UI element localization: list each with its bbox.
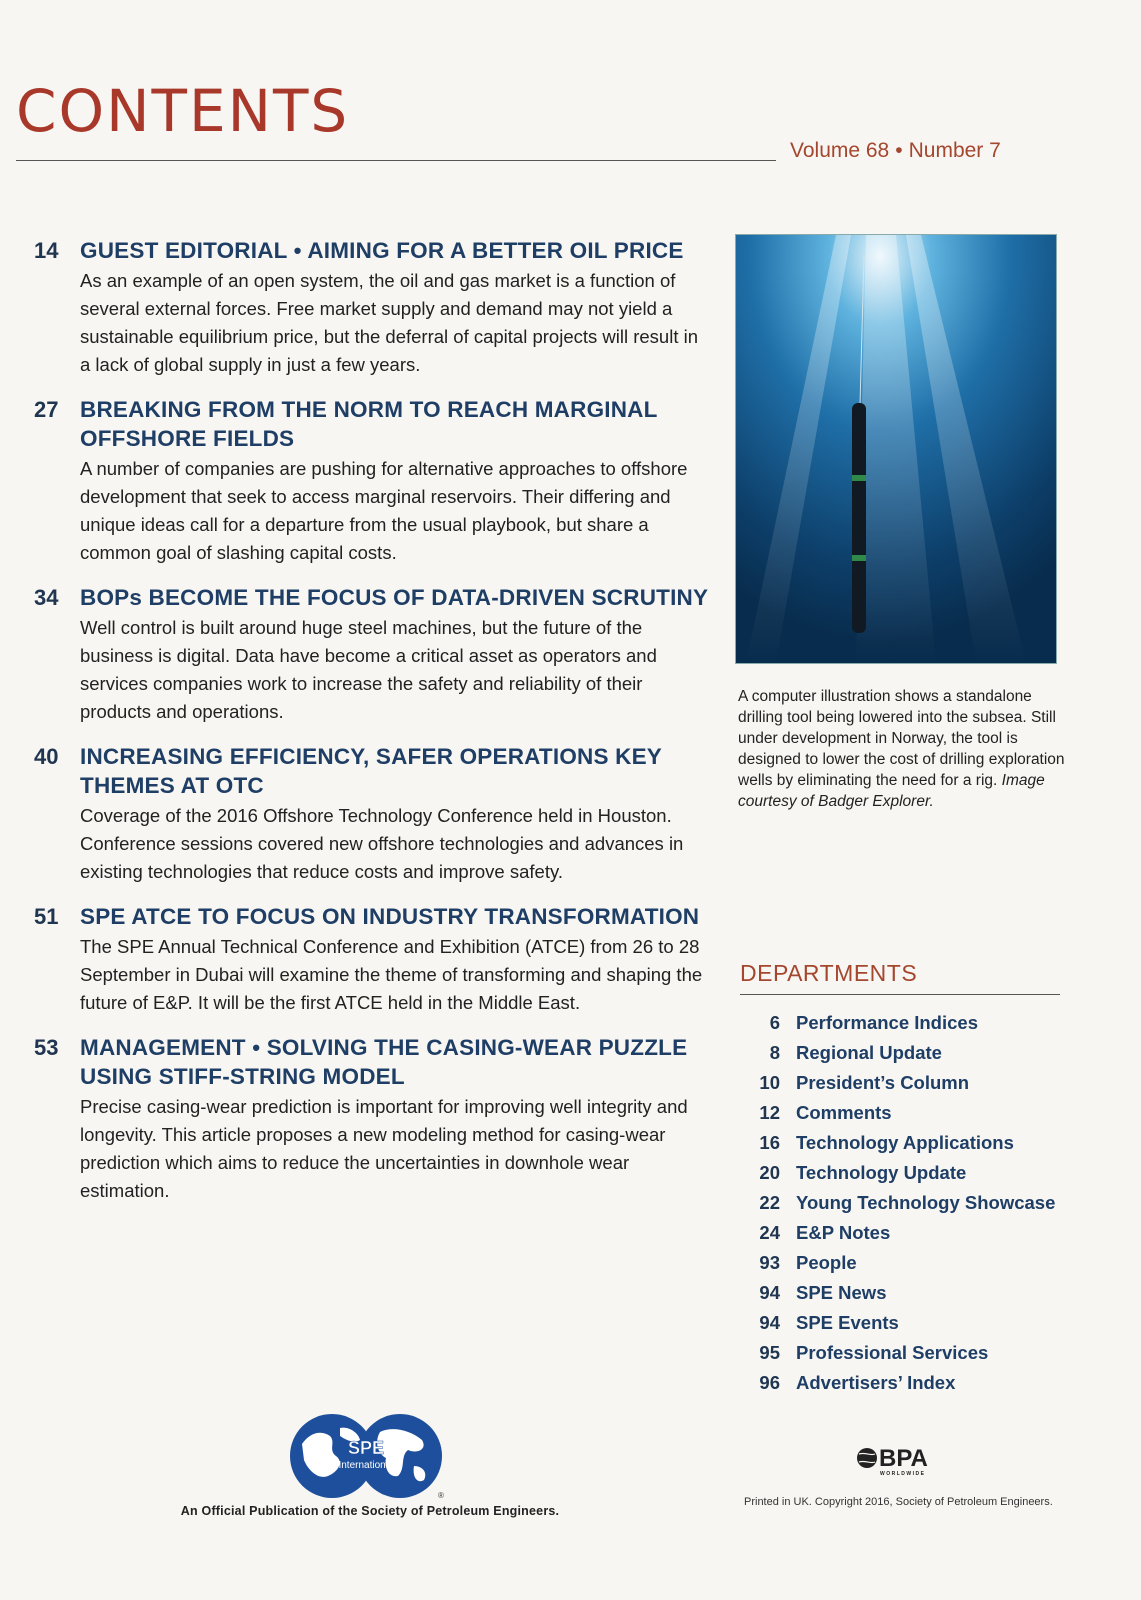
publication-tagline: An Official Publication of the Society of Petroleum Engineers. [180, 1504, 560, 1518]
article-page-number: 14 [34, 238, 59, 263]
article-item[interactable] [30, 742, 710, 886]
department-item[interactable] [740, 1312, 1100, 1342]
issue-info [790, 139, 1001, 163]
department-label[interactable]: Performance Indices [796, 1012, 978, 1033]
article-list [30, 236, 710, 1221]
copyright-notice: Printed in UK. Copyright 2016, Society of Petroleum Engineers. [744, 1496, 1053, 1508]
department-label[interactable]: Technology Applications [796, 1132, 1014, 1153]
department-item[interactable] [740, 1102, 1100, 1132]
title-divider [16, 160, 776, 161]
department-label[interactable]: SPE Events [796, 1312, 899, 1333]
department-item[interactable] [740, 1222, 1100, 1252]
department-item[interactable] [740, 1282, 1100, 1312]
department-label[interactable]: SPE News [796, 1282, 887, 1303]
article-title[interactable]: GUEST EDITORIAL • AIMING FOR A BETTER OIL PRICE [80, 238, 684, 263]
article-title[interactable]: SPE ATCE TO FOCUS ON INDUSTRY TRANSFORMATION [80, 904, 700, 929]
article-item[interactable] [30, 395, 710, 567]
departments-divider [740, 994, 1060, 995]
registered-mark: ® [438, 1491, 444, 1500]
department-page-number: 6 [769, 1012, 780, 1033]
article-title[interactable]: BOPs BECOME THE FOCUS OF DATA-DRIVEN SCRUTINY [80, 585, 709, 610]
department-item[interactable] [740, 1132, 1100, 1162]
drilling-tool [852, 403, 866, 633]
department-item[interactable] [740, 1372, 1100, 1402]
photo-caption [738, 686, 1068, 812]
article-summary: As an example of an open system, the oil and gas market is a function of several external forces. Free market supply and demand may not yield a sustainable equilibrium price, but the deferral of capital projects will result in a lack of global supply in just a few years. [80, 270, 698, 375]
departments-list [740, 1012, 1100, 1402]
globe-icon [288, 1410, 453, 1502]
bpa-logo-text: BPA [879, 1445, 928, 1472]
article-page-number: 40 [34, 744, 59, 769]
article-summary: Coverage of the 2016 Offshore Technology Conference held in Houston. Conference sessions covered new offshore technologies and advances in existing technologies that reduce costs and improve safety. [80, 805, 684, 882]
department-label[interactable]: Advertisers’ Index [796, 1372, 956, 1393]
department-label[interactable]: Regional Update [796, 1042, 942, 1063]
department-page-number: 10 [759, 1072, 780, 1093]
department-item[interactable] [740, 1252, 1100, 1282]
department-item[interactable] [740, 1192, 1100, 1222]
department-item[interactable] [740, 1342, 1100, 1372]
article-item[interactable] [30, 236, 710, 379]
department-label[interactable]: President’s Column [796, 1072, 970, 1093]
bpa-globe-icon [855, 1442, 955, 1478]
department-page-number: 22 [759, 1192, 780, 1213]
article-title[interactable]: BREAKING FROM THE NORM TO REACH MARGINAL OFFSHORE FIELDS [80, 397, 658, 451]
department-page-number: 8 [769, 1042, 780, 1063]
department-label[interactable]: Technology Update [796, 1162, 967, 1183]
department-label[interactable]: Young Technology Showcase [796, 1192, 1056, 1213]
article-title[interactable]: MANAGEMENT • SOLVING THE CASING-WEAR PUZZLE USING STIFF-STRING MODEL [80, 1035, 688, 1089]
department-item[interactable] [740, 1162, 1100, 1192]
department-page-number: 94 [759, 1282, 780, 1303]
spe-logo-text: SPE [347, 1438, 385, 1458]
spe-logo-subtext: International [338, 1460, 394, 1471]
article-summary: A number of companies are pushing for alternative approaches to offshore development that seek to access marginal reservoirs. Their differing and unique ideas call for a departure from the usual playbook, but share a common goal of slashing capital costs. [80, 458, 688, 563]
article-summary: Well control is built around huge steel machines, but the future of the business is digital. Data have become a critical asset as operators and services companies work to increase the safety and reliability of their products and operations. [80, 617, 657, 722]
department-page-number: 93 [759, 1252, 780, 1273]
department-label[interactable]: Professional Services [796, 1342, 989, 1363]
department-label[interactable]: People [796, 1252, 857, 1273]
department-page-number: 94 [759, 1312, 780, 1333]
department-page-number: 96 [759, 1372, 780, 1393]
cover-photo-drilling-tool [735, 234, 1057, 664]
article-item[interactable] [30, 902, 710, 1017]
number-label: Number 7 [908, 139, 1001, 162]
article-item[interactable] [30, 1033, 710, 1205]
department-item[interactable] [740, 1072, 1100, 1102]
bpa-logo-subtext: WORLDWIDE [880, 1471, 926, 1477]
department-item[interactable] [740, 1012, 1100, 1042]
departments-heading: DEPARTMENTS [740, 960, 918, 986]
article-page-number: 53 [34, 1035, 59, 1060]
article-page-number: 34 [34, 585, 59, 610]
department-page-number: 20 [759, 1162, 780, 1183]
article-summary: Precise casing-wear prediction is important for improving well integrity and longevity. This article proposes a new modeling method for casing-wear prediction which aims to reduce the uncertainties in downhole wear estimation. [80, 1096, 688, 1201]
article-item[interactable] [30, 583, 710, 726]
bullet-separator: • [895, 139, 903, 162]
article-title[interactable]: INCREASING EFFICIENCY, SAFER OPERATIONS KEY THEMES AT OTC [80, 744, 662, 798]
department-item[interactable] [740, 1042, 1100, 1072]
department-label[interactable]: E&P Notes [796, 1222, 891, 1243]
underwater-illustration [736, 235, 1056, 663]
department-page-number: 95 [759, 1342, 780, 1363]
bpa-worldwide-logo [855, 1442, 955, 1483]
department-page-number: 12 [759, 1102, 780, 1123]
volume-label: Volume 68 [790, 139, 890, 162]
caption-credit: Image courtesy of Badger Explorer. [738, 772, 1045, 810]
department-label[interactable]: Comments [796, 1102, 892, 1123]
page-title: CONTENTS [16, 77, 350, 145]
article-summary: The SPE Annual Technical Conference and Exhibition (ATCE) from 26 to 28 September in Dubai will examine the theme of transforming and shaping the future of E&P. It will be the first ATCE held in the Middle East. [80, 936, 703, 1013]
spe-international-logo [288, 1410, 453, 1507]
caption-text: A computer illustration shows a standalone drilling tool being lowered into the subsea. Still under development in Norway, the tool is designed to lower the cost of drilling exploration wells by eliminating the need for a rig. [738, 688, 1065, 789]
department-page-number: 24 [759, 1222, 780, 1243]
article-page-number: 27 [34, 397, 59, 422]
department-page-number: 16 [759, 1132, 780, 1153]
article-page-number: 51 [34, 904, 59, 929]
